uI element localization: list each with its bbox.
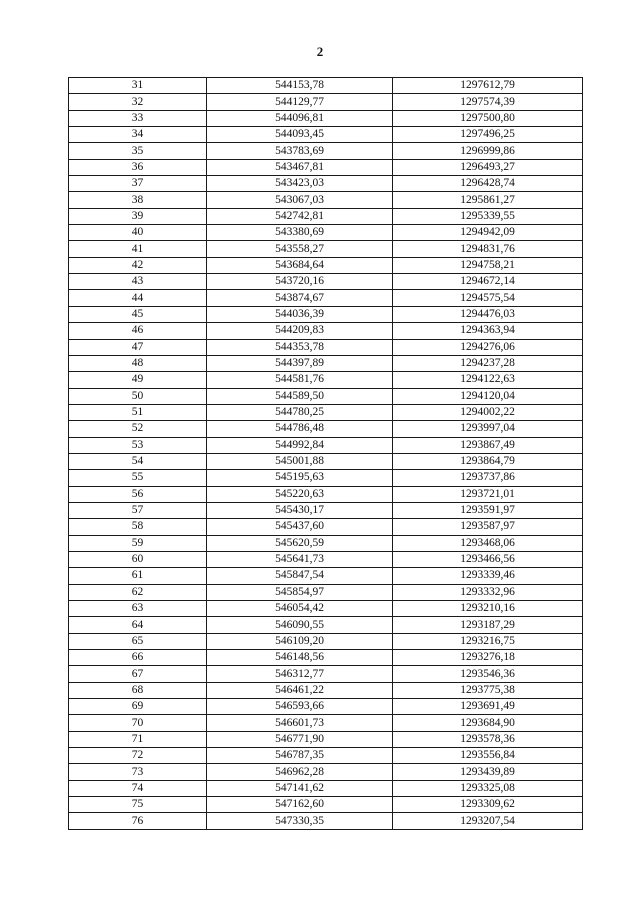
table-row: [69, 453, 583, 469]
point-number-cell: 70: [69, 715, 207, 731]
x-coordinate-cell: 545620,59: [207, 535, 393, 551]
table-row: [69, 355, 583, 371]
point-number-cell: 31: [69, 78, 207, 94]
y-coordinate-cell: 1293325,08: [393, 780, 583, 796]
table-row: [69, 339, 583, 355]
point-number-cell: 63: [69, 601, 207, 617]
x-coordinate-cell: 543558,27: [207, 241, 393, 257]
x-coordinate-cell: 544096,81: [207, 110, 393, 126]
point-number-cell: 73: [69, 764, 207, 780]
y-coordinate-cell: 1297574,39: [393, 94, 583, 110]
x-coordinate-cell: 547330,35: [207, 813, 393, 829]
y-coordinate-cell: 1293867,49: [393, 437, 583, 453]
point-number-cell: 46: [69, 323, 207, 339]
point-number-cell: 74: [69, 780, 207, 796]
y-coordinate-cell: 1293556,84: [393, 748, 583, 764]
y-coordinate-cell: 1297496,25: [393, 127, 583, 143]
x-coordinate-cell: 545854,97: [207, 584, 393, 600]
x-coordinate-cell: 546787,35: [207, 748, 393, 764]
table-row: [69, 94, 583, 110]
x-coordinate-cell: 546962,28: [207, 764, 393, 780]
x-coordinate-cell: 544581,76: [207, 372, 393, 388]
y-coordinate-cell: 1297500,80: [393, 110, 583, 126]
y-coordinate-cell: 1294237,28: [393, 355, 583, 371]
x-coordinate-cell: 543067,03: [207, 192, 393, 208]
table-row: [69, 127, 583, 143]
point-number-cell: 43: [69, 274, 207, 290]
y-coordinate-cell: 1293546,36: [393, 666, 583, 682]
point-number-cell: 65: [69, 633, 207, 649]
x-coordinate-cell: 546771,90: [207, 731, 393, 747]
x-coordinate-cell: 547162,60: [207, 797, 393, 813]
point-number-cell: 57: [69, 502, 207, 518]
x-coordinate-cell: 546593,66: [207, 699, 393, 715]
point-number-cell: 41: [69, 241, 207, 257]
x-coordinate-cell: 546109,20: [207, 633, 393, 649]
x-coordinate-cell: 546090,55: [207, 617, 393, 633]
y-coordinate-cell: 1296428,74: [393, 176, 583, 192]
x-coordinate-cell: 546054,42: [207, 601, 393, 617]
point-number-cell: 54: [69, 453, 207, 469]
table-row: [69, 110, 583, 126]
table-row: [69, 78, 583, 94]
table-row: [69, 404, 583, 420]
table-row: [69, 257, 583, 273]
x-coordinate-cell: 544780,25: [207, 404, 393, 420]
x-coordinate-cell: 546601,73: [207, 715, 393, 731]
y-coordinate-cell: 1293466,56: [393, 551, 583, 567]
y-coordinate-cell: 1293187,29: [393, 617, 583, 633]
point-number-cell: 33: [69, 110, 207, 126]
table-row: [69, 290, 583, 306]
table-row: [69, 388, 583, 404]
point-number-cell: 37: [69, 176, 207, 192]
table-row: [69, 192, 583, 208]
x-coordinate-cell: 545430,17: [207, 502, 393, 518]
y-coordinate-cell: 1293775,38: [393, 682, 583, 698]
x-coordinate-cell: 544129,77: [207, 94, 393, 110]
y-coordinate-cell: 1293309,62: [393, 797, 583, 813]
y-coordinate-cell: 1295339,55: [393, 208, 583, 224]
x-coordinate-cell: 543783,69: [207, 143, 393, 159]
x-coordinate-cell: 542742,81: [207, 208, 393, 224]
table-row: [69, 633, 583, 649]
point-number-cell: 52: [69, 421, 207, 437]
point-number-cell: 71: [69, 731, 207, 747]
point-number-cell: 39: [69, 208, 207, 224]
x-coordinate-cell: 545847,54: [207, 568, 393, 584]
y-coordinate-cell: 1293468,06: [393, 535, 583, 551]
y-coordinate-cell: 1294575,54: [393, 290, 583, 306]
coordinates-table-body: [69, 78, 583, 830]
y-coordinate-cell: 1293997,04: [393, 421, 583, 437]
point-number-cell: 50: [69, 388, 207, 404]
point-number-cell: 76: [69, 813, 207, 829]
table-row: [69, 241, 583, 257]
y-coordinate-cell: 1296493,27: [393, 159, 583, 175]
y-coordinate-cell: 1293332,96: [393, 584, 583, 600]
table-row: [69, 323, 583, 339]
y-coordinate-cell: 1293339,46: [393, 568, 583, 584]
table-row: [69, 470, 583, 486]
table-row: [69, 502, 583, 518]
table-row: [69, 682, 583, 698]
point-number-cell: 62: [69, 584, 207, 600]
point-number-cell: 75: [69, 797, 207, 813]
table-row: [69, 225, 583, 241]
point-number-cell: 60: [69, 551, 207, 567]
table-row: [69, 699, 583, 715]
x-coordinate-cell: 544209,83: [207, 323, 393, 339]
y-coordinate-cell: 1293216,75: [393, 633, 583, 649]
x-coordinate-cell: 543874,67: [207, 290, 393, 306]
point-number-cell: 56: [69, 486, 207, 502]
table-row: [69, 306, 583, 322]
x-coordinate-cell: 545220,63: [207, 486, 393, 502]
x-coordinate-cell: 544786,48: [207, 421, 393, 437]
point-number-cell: 49: [69, 372, 207, 388]
x-coordinate-cell: 544397,89: [207, 355, 393, 371]
point-number-cell: 61: [69, 568, 207, 584]
point-number-cell: 51: [69, 404, 207, 420]
y-coordinate-cell: 1293591,97: [393, 502, 583, 518]
y-coordinate-cell: 1293207,54: [393, 813, 583, 829]
y-coordinate-cell: 1293684,90: [393, 715, 583, 731]
point-number-cell: 67: [69, 666, 207, 682]
table-row: [69, 666, 583, 682]
point-number-cell: 69: [69, 699, 207, 715]
x-coordinate-cell: 546461,22: [207, 682, 393, 698]
point-number-cell: 47: [69, 339, 207, 355]
table-row: [69, 176, 583, 192]
table-row: [69, 551, 583, 567]
x-coordinate-cell: 544093,45: [207, 127, 393, 143]
x-coordinate-cell: 543423,03: [207, 176, 393, 192]
table-row: [69, 715, 583, 731]
x-coordinate-cell: 544992,84: [207, 437, 393, 453]
point-number-cell: 66: [69, 650, 207, 666]
x-coordinate-cell: 546148,56: [207, 650, 393, 666]
y-coordinate-cell: 1293737,86: [393, 470, 583, 486]
x-coordinate-cell: 543684,64: [207, 257, 393, 273]
table-row: [69, 617, 583, 633]
y-coordinate-cell: 1294276,06: [393, 339, 583, 355]
point-number-cell: 48: [69, 355, 207, 371]
x-coordinate-cell: 544589,50: [207, 388, 393, 404]
point-number-cell: 53: [69, 437, 207, 453]
point-number-cell: 34: [69, 127, 207, 143]
point-number-cell: 59: [69, 535, 207, 551]
y-coordinate-cell: 1293276,18: [393, 650, 583, 666]
y-coordinate-cell: 1293691,49: [393, 699, 583, 715]
point-number-cell: 44: [69, 290, 207, 306]
table-row: [69, 143, 583, 159]
x-coordinate-cell: 545437,60: [207, 519, 393, 535]
x-coordinate-cell: 545195,63: [207, 470, 393, 486]
table-row: [69, 486, 583, 502]
x-coordinate-cell: 545641,73: [207, 551, 393, 567]
point-number-cell: 38: [69, 192, 207, 208]
y-coordinate-cell: 1293864,79: [393, 453, 583, 469]
table-row: [69, 731, 583, 747]
table-row: [69, 421, 583, 437]
x-coordinate-cell: 543380,69: [207, 225, 393, 241]
y-coordinate-cell: 1294122,63: [393, 372, 583, 388]
x-coordinate-cell: 544036,39: [207, 306, 393, 322]
table-row: [69, 764, 583, 780]
y-coordinate-cell: 1293439,89: [393, 764, 583, 780]
table-row: [69, 208, 583, 224]
table-row: [69, 584, 583, 600]
page-number: 2: [316, 44, 324, 59]
point-number-cell: 58: [69, 519, 207, 535]
x-coordinate-cell: 544353,78: [207, 339, 393, 355]
table-row: [69, 437, 583, 453]
y-coordinate-cell: 1296999,86: [393, 143, 583, 159]
point-number-cell: 72: [69, 748, 207, 764]
table-row: [69, 601, 583, 617]
table-row: [69, 535, 583, 551]
table-row: [69, 274, 583, 290]
x-coordinate-cell: 546312,77: [207, 666, 393, 682]
y-coordinate-cell: 1293721,01: [393, 486, 583, 502]
point-number-cell: 36: [69, 159, 207, 175]
y-coordinate-cell: 1294831,76: [393, 241, 583, 257]
point-number-cell: 55: [69, 470, 207, 486]
x-coordinate-cell: 544153,78: [207, 78, 393, 94]
x-coordinate-cell: 543720,16: [207, 274, 393, 290]
point-number-cell: 35: [69, 143, 207, 159]
y-coordinate-cell: 1295861,27: [393, 192, 583, 208]
y-coordinate-cell: 1294002,22: [393, 404, 583, 420]
y-coordinate-cell: 1294672,14: [393, 274, 583, 290]
point-number-cell: 64: [69, 617, 207, 633]
x-coordinate-cell: 543467,81: [207, 159, 393, 175]
point-number-cell: 45: [69, 306, 207, 322]
x-coordinate-cell: 545001,88: [207, 453, 393, 469]
y-coordinate-cell: 1297612,79: [393, 78, 583, 94]
table-row: [69, 813, 583, 829]
table-row: [69, 748, 583, 764]
y-coordinate-cell: 1294363,94: [393, 323, 583, 339]
table-row: [69, 372, 583, 388]
y-coordinate-cell: 1294942,09: [393, 225, 583, 241]
point-number-cell: 40: [69, 225, 207, 241]
y-coordinate-cell: 1294120,04: [393, 388, 583, 404]
table-row: [69, 519, 583, 535]
x-coordinate-cell: 547141,62: [207, 780, 393, 796]
y-coordinate-cell: 1294476,03: [393, 306, 583, 322]
table-row: [69, 780, 583, 796]
y-coordinate-cell: 1293587,97: [393, 519, 583, 535]
point-number-cell: 42: [69, 257, 207, 273]
y-coordinate-cell: 1293578,36: [393, 731, 583, 747]
point-number-cell: 32: [69, 94, 207, 110]
coordinates-table: [68, 77, 583, 830]
point-number-cell: 68: [69, 682, 207, 698]
table-row: [69, 568, 583, 584]
y-coordinate-cell: 1294758,21: [393, 257, 583, 273]
y-coordinate-cell: 1293210,16: [393, 601, 583, 617]
table-row: [69, 797, 583, 813]
table-row: [69, 159, 583, 175]
table-row: [69, 650, 583, 666]
